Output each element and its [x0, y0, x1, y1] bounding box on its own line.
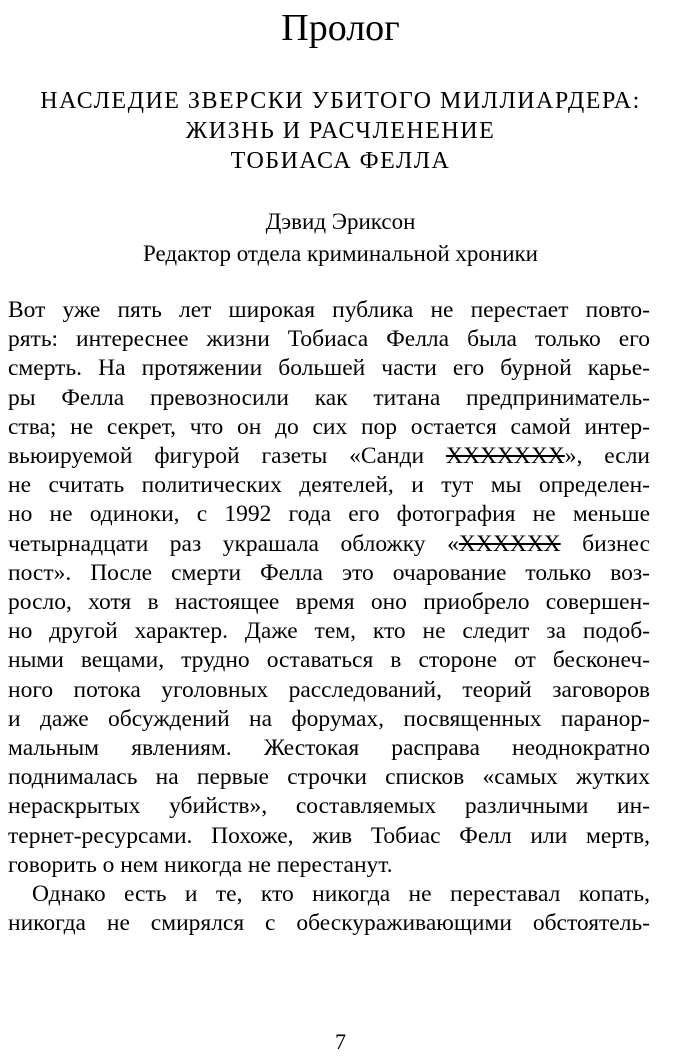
text-line: [8, 442, 650, 471]
text-fragment: бизнес: [560, 530, 650, 557]
text-line: [8, 530, 650, 559]
text-line: мальным явлениям. Жестокая расправа неоднократно: [8, 735, 650, 762]
redacted-text: XXXXXX: [458, 530, 561, 557]
text-line: но не одиноки, с 1992 года его фотография не меньше: [8, 501, 650, 528]
text-line: Вот уже пять лет широкая публика не перестает повто-: [8, 297, 650, 323]
text-line: и даже обсуждений на форумах, посвященных паранор-: [8, 705, 650, 732]
text-line: Однако есть и те, кто никогда не переставал копать,: [32, 881, 650, 908]
text-line: поднималась на первые строчки списков «самых жутких: [8, 764, 650, 791]
text-line: ства; не секрет, что он до сих пор остается самой интер-: [8, 413, 650, 440]
redacted-text: XXXXXXX: [445, 443, 565, 470]
text-line: смерть. На протяжении большей части его бурной карье-: [8, 355, 650, 382]
text-line: рять: интереснее жизни Тобиаса Фелла была только его: [8, 326, 650, 353]
text-fragment: четырнадцати раз украшала обложку «: [8, 530, 459, 557]
paragraph-1: [8, 296, 650, 880]
page-number: 7: [335, 1029, 346, 1054]
author-name: Дэвид Эриксон: [265, 209, 416, 234]
text-line: нераскрытых убийств», составляемых различными ин-: [8, 793, 650, 820]
text-line: пост». После смерти Фелла это очарование только воз-: [8, 559, 650, 586]
byline: [0, 206, 681, 270]
body-text: [8, 296, 650, 938]
text-line: ного потока уголовных расследований, теорий заговоров: [8, 676, 650, 703]
text-line: ры Фелла превозносили как титана предприниматель-: [8, 384, 650, 411]
text-fragment: », если: [564, 443, 650, 470]
headline-line: ТОБИАСА ФЕЛЛА: [230, 148, 451, 174]
author-role: Редактор отдела криминальной хроники: [143, 241, 538, 266]
paragraph-2: [8, 880, 650, 938]
text-line: тернет-ресурсами. Похоже, жив Тобиас Фелл или мертв,: [8, 822, 650, 849]
text-fragment: вьюируемой фигурой газеты «Санди: [8, 443, 446, 470]
headline-line: НАСЛЕДИЕ ЗВЕРСКИ УБИТОГО МИЛЛИАРДЕРА:: [40, 88, 641, 114]
text-line: росло, хотя в настоящее время оно приобрело совершен-: [8, 589, 650, 616]
text-line: ными вещами, трудно оставаться в стороне от бесконеч-: [8, 647, 650, 674]
headline-line: ЖИЗНЬ И РАСЧЛЕНЕНИЕ: [185, 118, 496, 144]
article-headline: [0, 86, 681, 176]
chapter-title: Пролог: [281, 7, 400, 49]
text-line: никогда не смирялся с обескураживающими обстоятель-: [8, 910, 650, 937]
text-line: говорить о нем никогда не перестанут.: [8, 851, 393, 878]
text-line: но другой характер. Даже тем, кто не следит за подоб-: [8, 618, 650, 645]
text-line: не считать политических деятелей, и тут мы определен-: [8, 472, 650, 499]
